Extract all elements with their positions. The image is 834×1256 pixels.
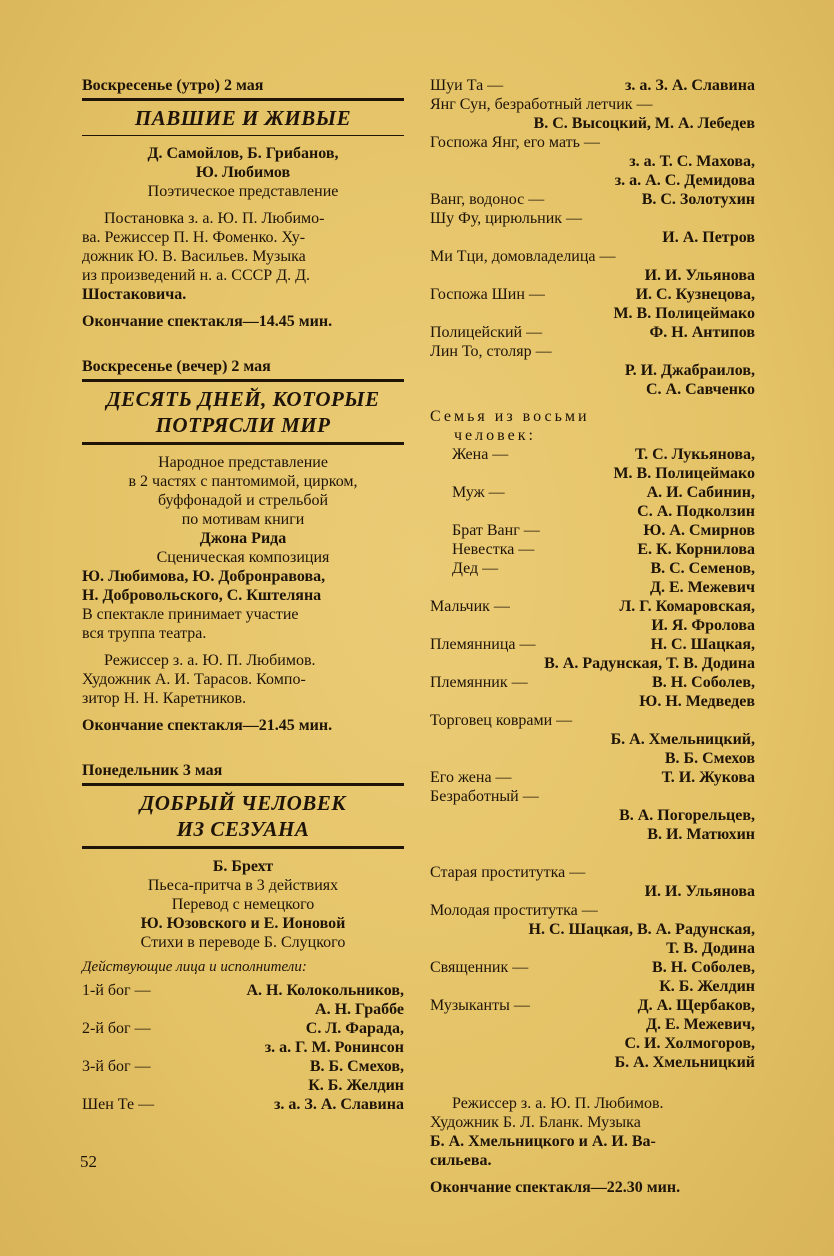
cast-row: [430, 266, 755, 285]
cast-actor: И. С. Кузнецова,: [635, 286, 755, 303]
cast-row: [430, 171, 755, 190]
cast-role: Его жена —: [430, 769, 512, 786]
s2-desc-line: по мотивам книги: [181, 511, 305, 528]
cast-actor: Т. И. Жукова: [661, 769, 755, 786]
cast-row: [430, 190, 755, 209]
s3-cast-list: [82, 981, 404, 1114]
s3-credit-line: Художник Б. Л. Бланк. Музыка: [430, 1114, 641, 1131]
cast-row: [430, 1053, 755, 1072]
s2-credit-line: Художник А. И. Тарасов. Компо-: [82, 671, 306, 688]
s2-book-author: Джона Рида: [199, 530, 287, 547]
cast-row: [430, 844, 755, 863]
s3-credit-line: Режиссер з. а. Ю. П. Любимов.: [452, 1095, 664, 1112]
cast-row: [82, 1076, 404, 1095]
s3-end-time: Окончание спектакля—22.30 мин.: [430, 1179, 681, 1196]
cast-row: [430, 863, 755, 882]
cast-role: Госпожа Янг, его мать —: [430, 134, 600, 151]
cast-row: [430, 958, 755, 977]
cast-row: [430, 749, 755, 768]
cast-role: 2-й бог —: [82, 1020, 151, 1037]
cast-actor: И. А. Петров: [662, 229, 755, 246]
family-cast-list: [430, 445, 755, 597]
cast-actor: В. Н. Соболев,: [652, 959, 755, 976]
s3-verses: Стихи в переводе Б. Слуцкого: [140, 934, 346, 951]
cast-row: [452, 521, 755, 540]
cast-role: Полицейский —: [430, 324, 543, 341]
s2-end-time: Окончание спектакля—21.45 мин.: [82, 717, 333, 734]
cast-role: Молодая проститутка —: [430, 902, 598, 919]
cast-actor: М. В. Полицеймако: [613, 465, 755, 482]
s1-credit-line: Шостаковича.: [82, 286, 187, 303]
cast-row: [82, 981, 404, 1000]
cast-actor: К. Б. Желдин: [659, 978, 755, 995]
cast-row: [430, 361, 755, 380]
cast-row: [430, 768, 755, 787]
cast-row: [430, 673, 755, 692]
s3-author: Б. Брехт: [212, 858, 274, 875]
left-column: [82, 72, 404, 1114]
cast-role: Брат Ванг —: [452, 522, 540, 539]
cast-role: Племянница —: [430, 636, 536, 653]
s2-troupe-1: В спектакле принимает участие: [82, 606, 299, 623]
cast-row: [430, 285, 755, 304]
cast-actor: з. а. З. А. Славина: [624, 77, 755, 94]
s2-date: Воскресенье (вечер) 2 мая: [82, 358, 271, 375]
cast-actor: С. Л. Фарада,: [305, 1020, 404, 1037]
s2-title-1: ДЕСЯТЬ ДНЕЙ, КОТОРЫЕ: [106, 387, 380, 411]
s3-credit-line: Б. А. Хмельницкого и А. И. Ва-: [430, 1133, 656, 1150]
cast-row: [82, 1038, 404, 1057]
cast-role: Госпожа Шин —: [430, 286, 545, 303]
cast-row: [430, 1034, 755, 1053]
cast-actor: з. а. Г. М. Ронинсон: [264, 1039, 404, 1056]
cast-row: [82, 1095, 404, 1114]
divider: [82, 783, 404, 786]
divider: [82, 98, 404, 101]
cast-actor: Р. И. Джабраилов,: [624, 362, 755, 379]
cast-actor: А. Н. Колокольников,: [246, 982, 404, 999]
s2-desc-line: Народное представление: [158, 454, 328, 471]
s2-comp-2: Н. Добровольского, С. Кштеляна: [82, 587, 322, 604]
cast-row: [82, 1057, 404, 1076]
cast-role: Ми Тци, домовладелица —: [430, 248, 616, 265]
cast-actor: А. И. Сабинин,: [646, 484, 755, 501]
s1-authors-1: Д. Самойлов, Б. Грибанов,: [147, 145, 339, 162]
cast-row: [452, 502, 755, 521]
s3-date: Понедельник 3 мая: [82, 762, 223, 779]
s2-credit-line: Режиссер з. а. Ю. П. Любимов.: [104, 652, 316, 669]
cast-actor: И. Я. Фролова: [651, 617, 755, 634]
cast-role: 1-й бог —: [82, 982, 151, 999]
cast-row: [430, 247, 755, 266]
cast-row: [430, 95, 755, 114]
cast-row: [430, 901, 755, 920]
cast-row: [430, 342, 755, 361]
s1-title: ПАВШИЕ И ЖИВЫЕ: [134, 106, 352, 130]
cast-row: [430, 1015, 755, 1034]
s2-credit-line: зитор Н. Н. Каретников.: [82, 690, 247, 707]
cast-row: [430, 711, 755, 730]
cast-row: [452, 464, 755, 483]
cast-role: Торговец коврами —: [430, 712, 573, 729]
cast-actor: В. Б. Смехов,: [309, 1058, 404, 1075]
cast-row: [430, 825, 755, 844]
cast-row: [430, 635, 755, 654]
cast-row: [430, 787, 755, 806]
cast-role: Шу Фу, цирюльник —: [430, 210, 583, 227]
cast-row: [430, 806, 755, 825]
s1-credits: [82, 209, 404, 304]
cast-row: [82, 1019, 404, 1038]
cast-actor: з. а. Т. С. Махова,: [629, 153, 755, 170]
s3-genre: Пьеса-притча в 3 действиях: [147, 877, 339, 894]
cast-role: 3-й бог —: [82, 1058, 151, 1075]
cast-role: Старая проститутка —: [430, 864, 586, 881]
cast-actor: В. А. Радунская, Т. В. Додина: [544, 655, 755, 672]
cast-row: [430, 616, 755, 635]
s1-credit-line: из произведений н. а. СССР Д. Д.: [82, 267, 311, 284]
cast-actor: А. Н. Граббе: [315, 1001, 404, 1018]
cast-role: Священник —: [430, 959, 529, 976]
cast-role: Племянник —: [430, 674, 528, 691]
cast-row: [430, 882, 755, 901]
cast-actor: В. С. Золотухин: [641, 191, 755, 208]
cast-actor: Ф. Н. Антипов: [649, 324, 755, 341]
s2-troupe-2: вся труппа театра.: [82, 625, 207, 642]
s2-title-2: ПОТРЯСЛИ МИР: [155, 413, 331, 437]
cast-actor: Н. С. Шацкая,: [650, 636, 755, 653]
cast-actor: В. И. Матюхин: [647, 826, 755, 843]
cast-row: [430, 323, 755, 342]
cast-actor: В. Б. Смехов: [664, 750, 755, 767]
cast-row: [452, 445, 755, 464]
s2-desc-line: буффонадой и стрельбой: [157, 492, 329, 509]
s3-credit-line: сильева.: [430, 1152, 492, 1169]
cast-actor: В. Н. Соболев,: [652, 674, 755, 691]
cast-actor: Л. Г. Комаровская,: [619, 598, 755, 615]
s3-title-2: ИЗ СЕЗУАНА: [176, 817, 310, 841]
family-heading-1: Семья из восьми: [430, 408, 590, 425]
s1-authors-2: Ю. Любимов: [195, 164, 291, 181]
cast-row: [82, 1000, 404, 1019]
cast-role: Мальчик —: [430, 598, 510, 615]
cast-actor: Т. В. Додина: [666, 940, 755, 957]
cast-actor: Д. А. Щербаков,: [637, 997, 755, 1014]
cast-actor: С. И. Холмогоров,: [624, 1035, 755, 1052]
cast-row: [452, 540, 755, 559]
cast-row: [430, 152, 755, 171]
s1-end-time: Окончание спектакля—14.45 мин.: [82, 313, 333, 330]
s3-cast-heading: Действующие лица и исполнители:: [82, 959, 307, 975]
cast-actor: М. В. Полицеймако: [613, 305, 755, 322]
s2-desc-line: в 2 частях с пантомимой, цирком,: [128, 473, 358, 490]
cast-role: Ванг, водонос —: [430, 191, 545, 208]
cast-actor: К. Б. Желдин: [308, 1077, 404, 1094]
cast-row: [430, 133, 755, 152]
cast-role: Невестка —: [452, 541, 535, 558]
cast-role: Шуи Та —: [430, 77, 504, 94]
cast-row: [452, 483, 755, 502]
cast-role: Жена —: [452, 446, 509, 463]
cast-role: Янг Сун, безработный летчик —: [430, 96, 653, 113]
cast-actor: з. а. А. С. Демидова: [614, 172, 755, 189]
cast-actor: Ю. Н. Медведев: [639, 693, 755, 710]
page-number: 52: [80, 1152, 97, 1171]
cast-row: [430, 654, 755, 673]
cast-actor: Д. Е. Межевич: [649, 579, 755, 596]
cast-row: [430, 692, 755, 711]
cast-role: Дед —: [452, 560, 499, 577]
s1-credit-line: дожник Ю. В. Васильев. Музыка: [82, 248, 306, 265]
family-heading-2: человек:: [454, 427, 536, 444]
cast-actor: Н. С. Шацкая, В. А. Радунская,: [528, 921, 755, 938]
s2-comp-1: Ю. Любимова, Ю. Добронравова,: [82, 568, 326, 585]
cast-role: Музыканты —: [430, 997, 530, 1014]
cast-actor: Б. А. Хмельницкий: [614, 1054, 755, 1071]
cast-actor: Д. Е. Межевич,: [645, 1016, 755, 1033]
cast-row: [430, 228, 755, 247]
cast-actor: з. а. З. А. Славина: [273, 1096, 404, 1113]
cast-row: [430, 920, 755, 939]
cast-actor: И. И. Ульянова: [644, 883, 755, 900]
cast-row: [430, 730, 755, 749]
cast-list-top: [430, 76, 755, 399]
cast-row: [452, 578, 755, 597]
cast-row: [430, 114, 755, 133]
s3-title-1: ДОБРЫЙ ЧЕЛОВЕК: [139, 791, 347, 815]
cast-row: [430, 304, 755, 323]
cast-actor: Е. К. Корнилова: [637, 541, 755, 558]
right-column: [430, 76, 755, 1197]
cast-actor: С. А. Подколзин: [637, 503, 755, 520]
cast-role: Лин То, столяр —: [430, 343, 552, 360]
s3-translation: Перевод с немецкого: [171, 896, 315, 913]
cast-actor: В. А. Погорельцев,: [619, 807, 755, 824]
cast-role: Шен Те —: [82, 1096, 155, 1113]
cast-role: Муж —: [452, 484, 505, 501]
cast-role: Безработный —: [430, 788, 539, 805]
cast-row: [430, 996, 755, 1015]
cast-row: [430, 939, 755, 958]
s1-genre: Поэтическое представление: [147, 183, 339, 200]
cast-row: [430, 597, 755, 616]
divider: [82, 379, 404, 382]
cast-row: [430, 76, 755, 95]
cast-actor: В. С. Высоцкий, М. А. Лебедев: [533, 115, 755, 132]
s1-credit-line: ва. Режиссер П. Н. Фоменко. Ху-: [82, 229, 306, 246]
cast-actor: В. С. Семенов,: [650, 560, 755, 577]
cast-actor: И. И. Ульянова: [644, 267, 755, 284]
cast-actor: Б. А. Хмельницкий,: [610, 731, 755, 748]
cast-actor: С. А. Савченко: [645, 381, 755, 398]
cast-actor: Ю. А. Смирнов: [643, 522, 755, 539]
s1-date: Воскресенье (утро) 2 мая: [82, 77, 264, 94]
s2-comp-label: Сценическая композиция: [156, 549, 330, 566]
cast-list-bottom: [430, 597, 755, 1072]
cast-row: [452, 559, 755, 578]
s3-translators: Ю. Юзовского и Е. Ионовой: [140, 915, 346, 932]
cast-row: [430, 209, 755, 228]
s1-credit-line: Постановка з. а. Ю. П. Любимо-: [104, 210, 325, 227]
cast-row: [430, 380, 755, 399]
cast-row: [430, 977, 755, 996]
cast-actor: Т. С. Лукьянова,: [635, 446, 755, 463]
